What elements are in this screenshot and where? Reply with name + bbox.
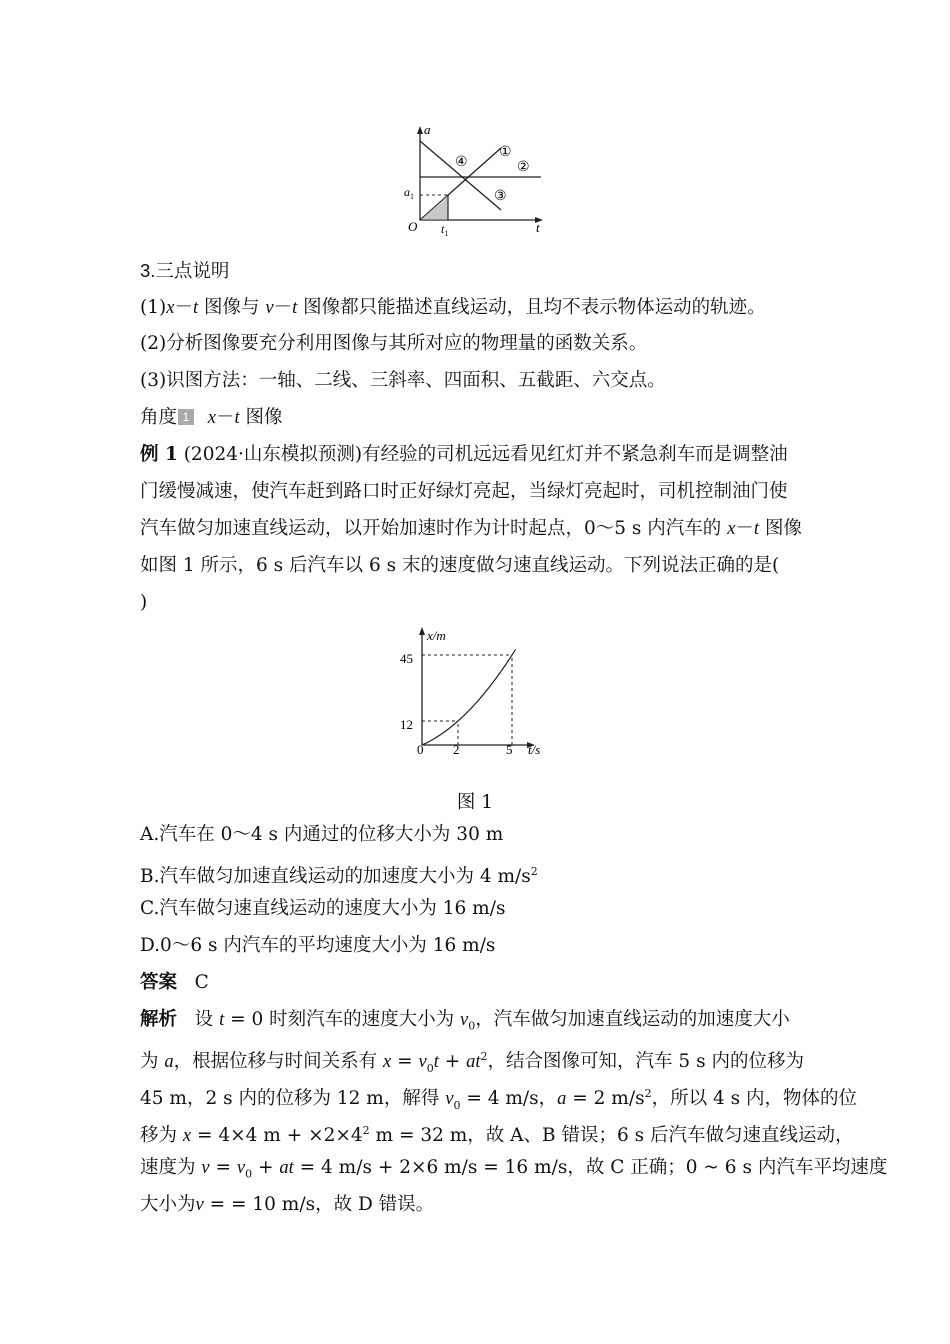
a-t-marker-3: ③ <box>494 189 507 204</box>
example-line-2: 门缓慢减速，使汽车赶到路口时正好绿灯亮起，当绿灯亮起时，司机控制油门使 <box>140 481 788 502</box>
x-t-xtick-0: 0 <box>417 742 424 757</box>
x-t-y-axis-label: x/m <box>427 628 446 643</box>
a-t-t1-label: $t_1$ <box>441 222 449 238</box>
option-c: C.汽车做匀速直线运动的速度大小为 16 m/s <box>140 898 506 919</box>
x-t-chart <box>395 620 565 765</box>
x-t-curve <box>422 649 516 745</box>
example-label: 例 1 <box>140 444 178 465</box>
option-a: A.汽车在 0～4 s 内通过的位移大小为 30 m <box>140 824 504 845</box>
analysis-line-3: 45 m，2 s 内的位移为 12 m，解得 $v_0 = 4$ m/s，a = 2 $m/s^2$，所以 4 s 内，物体的位 <box>140 1087 857 1112</box>
section-point-3: (3)识图方法：一轴、二线、三斜率、四面积、五截距、六交点。 <box>140 370 666 391</box>
example-line-4: 如图 1 所示，6 s 后汽车以 6 s 末的速度做匀速直线运动。下列说法正确的是( <box>140 555 780 576</box>
analysis-line-5: 速度为 $v = v_0$ + at = 4 m/s + 2×6 m/s = 16 m/s，故 C 正确；0 ~ 6 s 内汽车平均速度 <box>140 1157 888 1181</box>
a-t-graph <box>395 118 555 238</box>
angle-badge: 1 <box>178 409 194 425</box>
analysis-line-2: 为 a，根据位移与时间关系有 $x = v_0t + at^2$，结合图像可知，汽车 5 s 内的位移为 <box>140 1050 804 1075</box>
a-t-marker-4: ④ <box>455 155 468 170</box>
analysis-line-4: 移为 x = 4×4 $m + \times 2\times 4^2$ m = 32 m，故 A、B 错误；6 s 后汽车做匀速直线运动， <box>140 1124 854 1147</box>
a-t-shaded-area <box>420 195 448 220</box>
a-t-origin-label: O <box>408 219 418 234</box>
a-t-y-label: a <box>424 122 431 137</box>
x-t-arrow-y <box>419 627 425 635</box>
section-point-2: (2)分析图像要充分利用图像与其所对应的物理量的函数关系。 <box>140 333 648 354</box>
x-t-xtick-5: 5 <box>506 742 513 757</box>
a-t-marker-1: ① <box>499 145 512 160</box>
angle-heading: 角度 1 x－t 图像 <box>140 407 283 428</box>
section-point-1: (1)x－t 图像与 v－t 图像都只能描述直线运动，且均不表示物体运动的轨迹。 <box>140 297 766 318</box>
answer-label: 答案 <box>140 972 178 993</box>
example-line-1: 例 1 (2024·山东模拟预测)有经验的司机远远看见红灯并不紧急刹车而是调整油 <box>140 444 788 465</box>
x-t-xtick-2: 2 <box>453 742 460 757</box>
x-t-x-axis-label: t/s <box>528 742 541 757</box>
analysis-line-1: 解析 设 t = 0 时刻汽车的速度大小为 $v_0$，汽车做匀加速直线运动的加速度大小 <box>140 1009 790 1033</box>
analysis-label: 解析 <box>140 1009 178 1030</box>
option-d: D.0～6 s 内汽车的平均速度大小为 16 m/s <box>140 935 496 956</box>
a-t-arrow-y <box>417 126 423 134</box>
a-t-x-label: t <box>536 220 540 235</box>
x-t-ytick-12: 12 <box>400 717 413 732</box>
answer-line <box>140 971 820 995</box>
a-t-a1-label: $a_1$ <box>404 185 414 201</box>
section-heading: 3.三点说明 <box>140 260 230 281</box>
analysis-line-6: 大小为v = = 10 m/s，故 D 错误。 <box>140 1194 435 1215</box>
answer-value: C <box>194 972 209 993</box>
option-b: B.汽车做匀加速直线运动的加速度大小为 4 $m/s^2$ <box>140 865 538 888</box>
figure-caption: 图 1 <box>456 792 494 813</box>
example-line-5: ) <box>140 592 148 613</box>
a-t-line-3 <box>420 141 501 210</box>
example-line-3: 汽车做匀加速直线运动，以开始加速时作为计时起点，0～5 s 内汽车的 x－t 图像 <box>140 518 802 539</box>
x-t-ytick-45: 45 <box>400 651 413 666</box>
a-t-marker-2: ② <box>517 160 530 175</box>
